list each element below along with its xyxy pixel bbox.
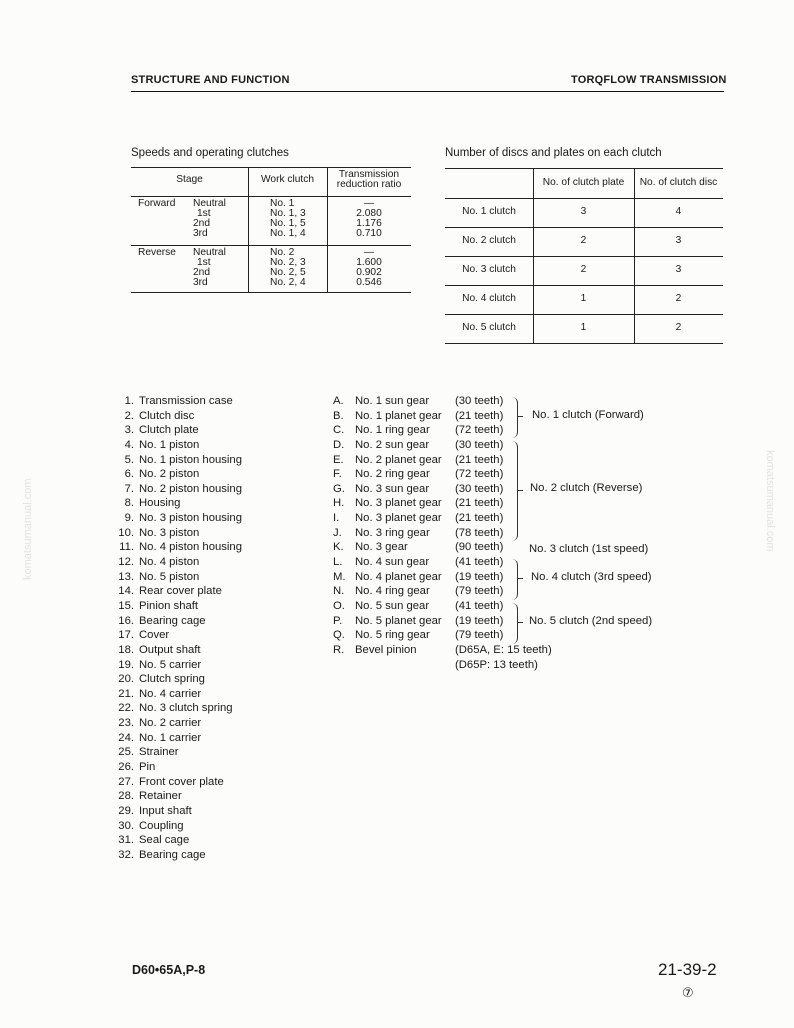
clutch-group-2-label: No. 2 clutch (Reverse): [530, 482, 643, 494]
parts-list: [115, 394, 242, 863]
part-item: [115, 848, 242, 863]
part-item: [115, 672, 242, 687]
gear-teeth: (21 teeth): [455, 497, 504, 510]
gear-letter: L.: [333, 556, 343, 569]
part-number: 7.: [124, 482, 134, 495]
part-number: 25.: [118, 746, 134, 759]
part-item: [115, 438, 242, 453]
speeds-forward-clutch-0: No. 1: [270, 198, 295, 209]
part-number: 2.: [124, 409, 134, 422]
brace-group-1: [509, 397, 518, 438]
part-number: 12.: [118, 556, 134, 569]
gear-name: No. 2 planet gear: [355, 453, 442, 466]
gear-item: [333, 540, 523, 555]
part-number: 23.: [118, 717, 134, 730]
discs-row-name: No. 1 clutch: [462, 206, 516, 217]
part-number: 30.: [118, 819, 134, 832]
part-number: 22.: [118, 702, 134, 715]
brace-group-2: [509, 441, 518, 541]
speeds-table: [131, 167, 411, 293]
gear-teeth: (21 teeth): [455, 409, 504, 422]
gear-item: [333, 643, 552, 658]
discs-row-name: No. 2 clutch: [462, 235, 516, 246]
gear-item: [333, 467, 523, 482]
gear-item: [333, 496, 523, 511]
clutch-group-1-label: No. 1 clutch (Forward): [532, 409, 644, 421]
header-chapter-title: TORQFLOW TRANSMISSION: [571, 74, 727, 86]
gear-teeth: (41 teeth): [455, 599, 504, 612]
discs-row-disc: 4: [675, 206, 682, 217]
part-number: 18.: [118, 643, 134, 656]
gear-letter: A.: [333, 395, 344, 407]
gear-item: [333, 482, 523, 497]
part-number: 4.: [124, 438, 134, 451]
part-item: [115, 819, 242, 834]
part-number: 19.: [118, 658, 134, 671]
discs-row-plate: 3: [580, 206, 587, 217]
gear-teeth: (19 teeth): [455, 570, 504, 583]
discs-row-plate: 1: [580, 322, 587, 333]
speeds-forward-ratio-0: —: [363, 198, 375, 209]
part-item: [115, 745, 242, 760]
header-section-title: STRUCTURE AND FUNCTION: [131, 74, 290, 86]
part-name: No. 4 carrier: [139, 687, 202, 700]
part-name: Strainer: [139, 746, 179, 759]
part-number: 17.: [118, 629, 134, 642]
gear-name: No. 4 sun gear: [355, 556, 430, 569]
part-name: Pinion shaft: [139, 599, 199, 612]
part-name: Seal cage: [139, 834, 190, 847]
part-name: No. 1 carrier: [139, 731, 202, 744]
part-item: [115, 584, 242, 599]
clutch-group-3-label: No. 3 clutch (1st speed): [529, 543, 649, 555]
footer-model: D60•65A,P-8: [132, 963, 206, 977]
gear-teeth: (79 teeth): [455, 585, 504, 598]
part-number: 20.: [118, 673, 134, 686]
gear-name: No. 5 planet gear: [355, 614, 442, 627]
part-item: [115, 731, 242, 746]
gear-item: [333, 438, 523, 453]
gear-item: [333, 614, 523, 629]
part-item: [115, 540, 242, 555]
part-name: No. 5 piston: [139, 570, 200, 583]
gear-teeth: (79 teeth): [455, 629, 504, 642]
gear-name: No. 3 sun gear: [355, 482, 430, 495]
part-name: Clutch disc: [139, 409, 195, 422]
speeds-head-stage: Stage: [176, 174, 203, 185]
part-number: 29.: [118, 804, 134, 817]
gear-item: [333, 658, 538, 673]
gear-letter: B.: [333, 409, 344, 422]
part-number: 26.: [118, 761, 134, 774]
gear-item: [333, 409, 523, 424]
gear-letter: J.: [333, 526, 342, 539]
part-name: Retainer: [139, 790, 182, 803]
part-number: 14.: [118, 585, 134, 598]
speeds-reverse-stage-0: Neutral: [193, 247, 226, 258]
gear-item: [333, 453, 523, 468]
part-item: [115, 775, 242, 790]
gear-letter: E.: [333, 453, 344, 466]
gear-name: Bevel pinion: [355, 643, 417, 656]
gear-letter: F.: [333, 468, 342, 481]
discs-table-caption: Number of discs and plates on each clutch: [445, 147, 662, 159]
speeds-reverse-label: Reverse: [138, 247, 176, 258]
part-number: 1.: [124, 395, 134, 407]
gear-letter: P.: [333, 614, 343, 627]
gear-item: [333, 394, 523, 409]
speeds-reverse-stage-2: 2nd: [193, 267, 210, 278]
speeds-head-ratio-1: Transmission: [338, 169, 400, 180]
gear-name: No. 3 ring gear: [355, 526, 430, 539]
part-item: [115, 687, 242, 702]
part-name: Front cover plate: [139, 775, 224, 788]
gear-item: [333, 584, 523, 599]
discs-table: [445, 168, 723, 344]
gear-name: No. 1 planet gear: [355, 409, 442, 422]
watermark-right: komatsumanual.com: [764, 450, 776, 552]
discs-row-plate: 1: [580, 293, 587, 304]
gear-letter: M.: [333, 570, 346, 583]
part-item: [115, 789, 242, 804]
speeds-reverse-stage-1: 1st: [197, 257, 211, 268]
footer-revision-mark: ⑦: [682, 985, 694, 1000]
gear-letter: Q.: [333, 629, 345, 642]
gear-name: No. 5 sun gear: [355, 599, 430, 612]
gear-letter: C.: [333, 424, 345, 437]
speeds-forward-label: Forward: [138, 198, 176, 209]
gear-item: [333, 628, 523, 643]
part-name: Bearing cage: [139, 848, 206, 861]
gear-name: No. 4 planet gear: [355, 570, 442, 583]
speeds-reverse-clutch-1: No. 2, 3: [270, 257, 306, 268]
part-item: [115, 467, 242, 482]
part-name: Clutch plate: [139, 424, 199, 437]
part-name: No. 3 piston housing: [139, 512, 242, 525]
gear-item: [333, 555, 523, 570]
gear-letter: H.: [333, 497, 345, 510]
discs-head-plate: No. of clutch plate: [542, 177, 625, 188]
part-number: 5.: [124, 453, 134, 466]
gear-teeth: (19 teeth): [455, 614, 504, 627]
discs-row-disc: 3: [675, 235, 682, 246]
speeds-reverse-clutch-0: No. 2: [270, 247, 295, 258]
speeds-reverse-ratio-2: 0.902: [356, 267, 382, 278]
gear-teeth: (30 teeth): [455, 482, 504, 495]
gear-name: No. 5 ring gear: [355, 629, 430, 642]
gear-teeth: (72 teeth): [455, 468, 504, 481]
part-item: [115, 658, 242, 673]
brace-group-5: [509, 603, 518, 644]
discs-row-plate: 2: [580, 264, 587, 275]
discs-row-name: No. 3 clutch: [462, 264, 516, 275]
speeds-forward-stage-3: 3rd: [193, 228, 208, 239]
part-name: No. 5 carrier: [139, 658, 202, 671]
part-number: 32.: [118, 848, 134, 861]
gear-teeth: (78 teeth): [455, 526, 504, 539]
watermark-left: komatsumanual.com: [22, 478, 34, 580]
part-item: [115, 643, 242, 658]
part-item: [115, 453, 242, 468]
brace-group-4: [509, 559, 518, 600]
part-item: [115, 511, 242, 526]
part-number: 15.: [118, 599, 134, 612]
part-number: 16.: [118, 614, 134, 627]
gear-letter: K.: [333, 541, 344, 554]
speeds-reverse-ratio-3: 0.546: [356, 277, 382, 288]
speeds-reverse-clutch-3: No. 2, 4: [270, 277, 306, 288]
gear-teeth: (30 teeth): [455, 395, 504, 407]
part-name: Input shaft: [139, 804, 192, 817]
discs-row-name: No. 4 clutch: [462, 293, 516, 304]
part-name: Rear cover plate: [139, 585, 222, 598]
part-name: Coupling: [139, 819, 184, 832]
part-item: [115, 423, 242, 438]
part-name: No. 1 piston: [139, 438, 200, 451]
speeds-reverse-stage-3: 3rd: [193, 277, 208, 288]
speeds-reverse-clutch-2: No. 2, 5: [270, 267, 306, 278]
discs-head-disc: No. of clutch disc: [639, 177, 718, 188]
gear-letter: I.: [333, 512, 340, 525]
part-name: No. 4 piston: [139, 556, 200, 569]
gear-teeth: (30 teeth): [455, 438, 504, 451]
part-name: No. 2 piston: [139, 468, 200, 481]
part-name: Cover: [139, 629, 170, 642]
part-number: 13.: [118, 570, 134, 583]
gear-name: No. 4 ring gear: [355, 585, 430, 598]
part-item: [115, 716, 242, 731]
gear-letter: O.: [333, 599, 345, 612]
part-item: [115, 599, 242, 614]
speeds-reverse-ratio-0: —: [363, 247, 375, 258]
gear-item: [333, 526, 523, 541]
part-name: No. 3 clutch spring: [139, 702, 233, 715]
speeds-forward-clutch-1: No. 1, 3: [270, 208, 306, 219]
gear-teeth: (21 teeth): [455, 453, 504, 466]
part-item: [115, 482, 242, 497]
speeds-forward-clutch-2: No. 1, 5: [270, 218, 306, 229]
part-name: No. 4 piston housing: [139, 541, 242, 554]
part-name: Bearing cage: [139, 614, 206, 627]
part-number: 28.: [118, 790, 134, 803]
speeds-head-clutch: Work clutch: [260, 174, 315, 185]
part-number: 8.: [124, 497, 134, 510]
part-number: 21.: [118, 687, 134, 700]
part-item: [115, 394, 242, 409]
speeds-forward-stage-0: Neutral: [193, 198, 226, 209]
speeds-forward-stage-2: 2nd: [193, 218, 210, 229]
part-item: [115, 628, 242, 643]
gear-name: No. 1 ring gear: [355, 424, 430, 437]
clutch-group-5-label: No. 5 clutch (2nd speed): [529, 615, 653, 627]
gear-name: No. 2 ring gear: [355, 468, 430, 481]
part-name: Housing: [139, 497, 181, 510]
gear-letter: D.: [333, 438, 345, 451]
part-name: No. 2 carrier: [139, 717, 202, 730]
part-item: [115, 804, 242, 819]
speeds-head-ratio-2: reduction ratio: [336, 179, 402, 190]
part-number: 31.: [118, 834, 134, 847]
gear-letter: R.: [333, 643, 345, 656]
part-name: No. 3 piston: [139, 526, 200, 539]
part-number: 10.: [118, 526, 134, 539]
gear-teeth: (41 teeth): [455, 556, 504, 569]
discs-row-disc: 2: [675, 293, 682, 304]
part-item: [115, 496, 242, 511]
speeds-table-caption: Speeds and operating clutches: [131, 147, 289, 159]
part-number: 9.: [124, 512, 134, 525]
discs-row-plate: 2: [580, 235, 587, 246]
part-item: [115, 555, 242, 570]
part-number: 24.: [118, 731, 134, 744]
gear-teeth: (D65A, E: 15 teeth): [455, 643, 552, 656]
part-number: 27.: [118, 775, 134, 788]
speeds-forward-ratio-1: 2.080: [356, 208, 382, 219]
clutch-group-4-label: No. 4 clutch (3rd speed): [531, 571, 652, 583]
gear-name: No. 3 planet gear: [355, 512, 442, 525]
speeds-forward-stage-1: 1st: [197, 208, 211, 219]
gear-teeth: (D65P: 13 teeth): [455, 658, 538, 671]
gear-item: [333, 511, 523, 526]
part-item: [115, 760, 242, 775]
gear-teeth: (90 teeth): [455, 541, 504, 554]
part-name: Clutch spring: [139, 673, 205, 686]
part-item: [115, 833, 242, 848]
gear-name: No. 3 gear: [355, 541, 408, 554]
gears-list: [333, 394, 552, 672]
footer-page-number: 21-39-2: [658, 960, 717, 979]
gear-letter: G.: [333, 482, 345, 495]
discs-row-disc: 3: [675, 264, 682, 275]
part-name: Pin: [139, 761, 156, 774]
gear-letter: N.: [333, 585, 345, 598]
part-number: 11.: [119, 541, 134, 554]
gear-teeth: (72 teeth): [455, 424, 504, 437]
part-item: [115, 570, 242, 585]
speeds-forward-ratio-3: 0.710: [356, 228, 382, 239]
speeds-forward-ratio-2: 1.176: [356, 218, 382, 229]
part-item: [115, 701, 242, 716]
gear-item: [333, 423, 523, 438]
gear-name: No. 2 sun gear: [355, 438, 430, 451]
part-number: 3.: [124, 424, 134, 437]
part-name: No. 2 piston housing: [139, 482, 242, 495]
part-item: [115, 526, 242, 541]
gear-teeth: (21 teeth): [455, 512, 504, 525]
gear-name: No. 1 sun gear: [355, 395, 430, 407]
part-name: Output shaft: [139, 643, 201, 656]
gear-item: [333, 599, 523, 614]
part-item: [115, 409, 242, 424]
part-name: Transmission case: [139, 395, 233, 407]
gear-name: No. 3 planet gear: [355, 497, 442, 510]
speeds-reverse-ratio-1: 1.600: [356, 257, 382, 268]
discs-row-disc: 2: [675, 322, 682, 333]
speeds-forward-clutch-3: No. 1, 4: [270, 228, 306, 239]
header-rule: [131, 91, 724, 92]
part-number: 6.: [124, 468, 134, 481]
part-name: No. 1 piston housing: [139, 453, 242, 466]
part-item: [115, 614, 242, 629]
gear-item: [333, 570, 523, 585]
discs-row-name: No. 5 clutch: [462, 322, 516, 333]
